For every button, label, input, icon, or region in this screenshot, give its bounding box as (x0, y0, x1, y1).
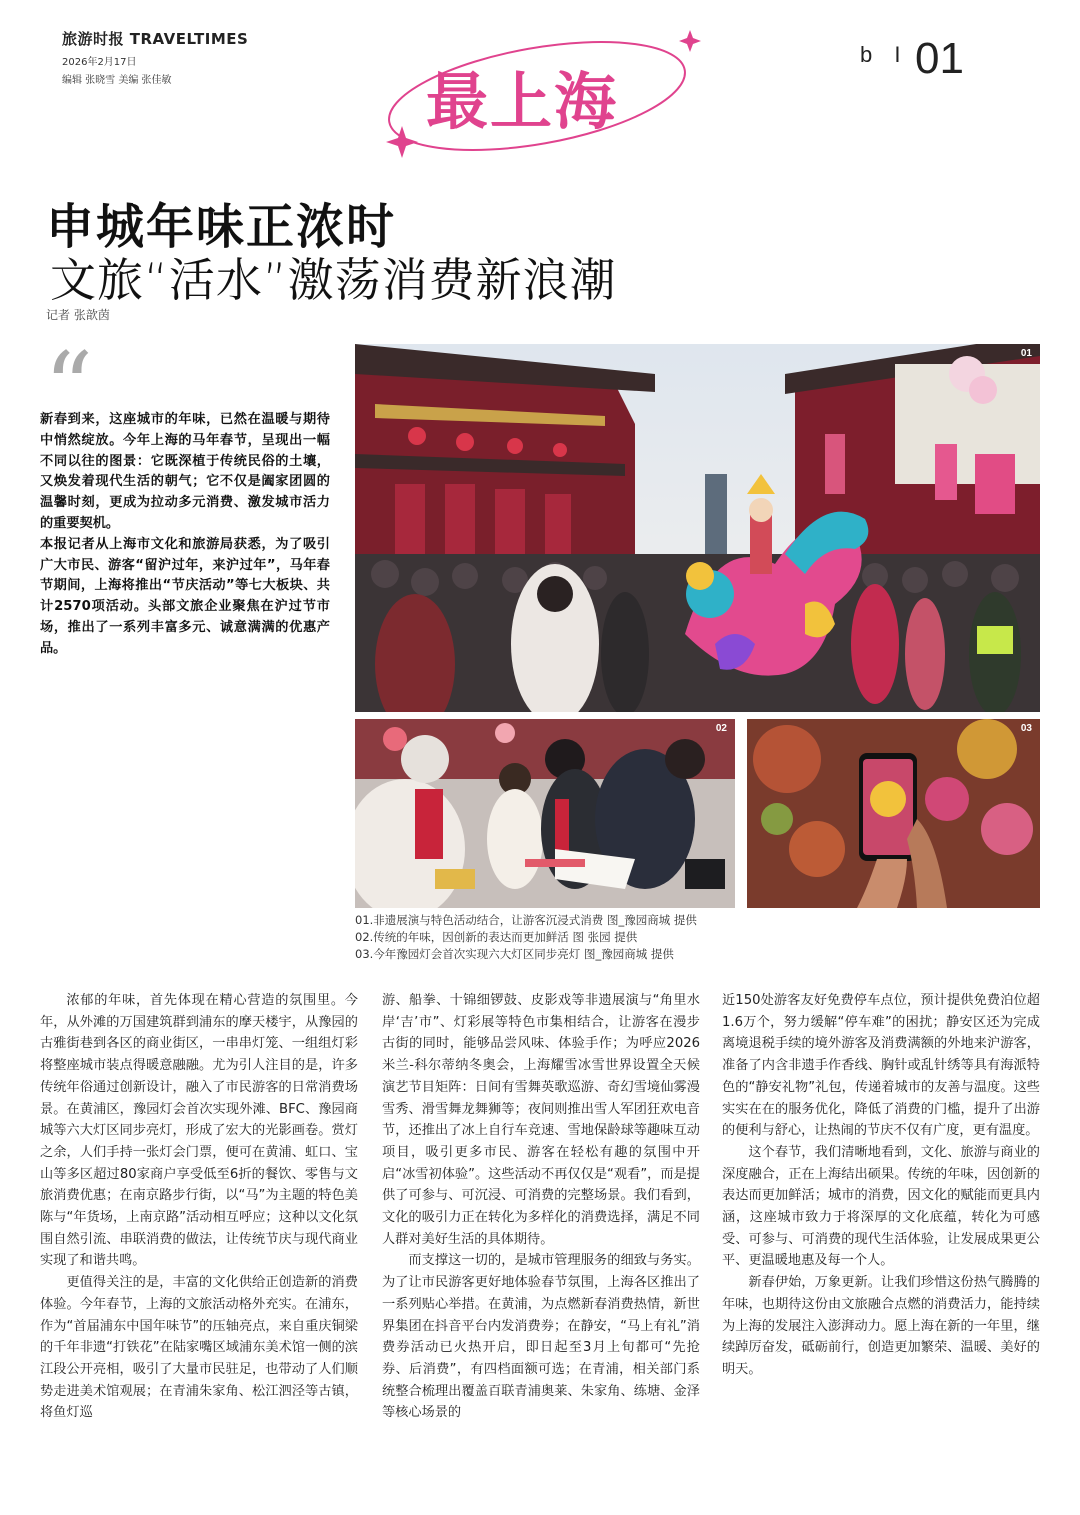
sparkle-icon (386, 126, 418, 158)
editor-credits: 编辑 张晓雪 美编 张佳敏 (62, 75, 172, 86)
caption: 02.传统的年味，因创新的表达而更加鲜活 图 张园 提供 (355, 930, 638, 944)
quote-mark-icon: “ (44, 332, 94, 444)
photo-number: 03 (1020, 723, 1032, 734)
section-title: 最上海 (426, 65, 619, 138)
body-paragraph: 这个春节，我们清晰地看到，文化、旅游与商业的深度融合，正在上海结出硕果。传统的年味，因创新的表达而更加鲜活；城市的消费，因文化的赋能而更具内涵，这座城市致力于将深厚的文化底蕴，转化为可感受、可参与、可消费的现代生活体验，让发展成果更公平、更温暖地惠及每一个人。 (722, 1144, 1040, 1269)
photo-crafts (355, 719, 735, 908)
caption: 03.今年豫园灯会首次实现六大灯区同步亮灯 图_豫园商城 提供 (355, 947, 674, 961)
photo-crafts-image (355, 719, 735, 908)
sparkle-icon (679, 30, 701, 52)
body-column-3 (722, 990, 1040, 1381)
caption: 01.非遗展演与特色活动结合，让游客沉浸式消费 图_豫园商城 提供 (355, 913, 697, 927)
photo-captions (355, 912, 697, 963)
lede-paragraph: 新春到来，这座城市的年味，已然在温暖与期待中悄然绽放。今年上海的马年春节，呈现出一幅不同以往的图景：它既深植于传统民俗的土壤，又焕发着现代生活的朝气；它不仅是阖家团圆的温馨时刻，更成为拉动多元消费、激发城市活力的重要契机。 (40, 412, 330, 531)
body-paragraph: 近150处游客友好免费停车点位，预计提供免费泊位超1.6万个，努力缓解“停车难”的困扰；静安区还为完成离境退税手续的境外游客及消费满额的外地来沪游客，准备了内含非遗手作香线、胸针或乱针绣等具有海派特色的“静安礼物”礼包，传递着城市的友善与温度。这些实实在在的服务优化，降低了消费的门槛，提升了出游的便利与舒心，让热闹的节庆不仅有广度，更有温度。 (722, 993, 1040, 1139)
body-paragraph: 更值得关注的是，丰富的文化供给正创造新的消费体验。今年春节，上海的文旅活动格外充实。在浦东，作为“首届浦东中国年味节”的压轴亮点，来自重庆铜梁的千年非遗“打铁花”在陆家嘴区域浦东美术馆一侧的滨江段公开亮相，吸引了大量市民驻足，也带动了人们顺势走进美术馆观展；在青浦朱家角、松江泗泾等古镇，将鱼灯巡 (40, 1275, 358, 1421)
body-paragraph: 而支撑这一切的，是城市管理服务的细致与务实。为了让市民游客更好地体验春节氛围，上海各区推出了一系列贴心举措。在黄浦，为点燃新春消费热情，新世界集团在抖音平台内发消费券；在静安，“马上有礼”消费券活动已火热开启，即日起至3月上旬都可“先抢券、后消费”，有四档面额可选；在青浦，相关部门系统整合梳理出覆盖百联青浦奥莱、朱家角、练塘、金泽等核心场景的 (382, 1253, 700, 1421)
photo-phone-lanterns-image (747, 719, 1040, 908)
subheadline: 文旅“活水”激荡消费新浪潮 (50, 253, 617, 307)
issue-date: 2026年2月17日 (62, 57, 137, 68)
photo-number: 01 (1020, 348, 1032, 359)
photo-yuyuan-parade-image (355, 344, 1040, 712)
body-column-1 (40, 990, 358, 1424)
publication-name: 旅游时报 TRAVELTIMES (62, 30, 249, 48)
body-column-2 (382, 990, 700, 1424)
page-number: 01 (915, 34, 964, 83)
body-paragraph: 新春伊始，万象更新。让我们珍惜这份热气腾腾的年味，也期待这份由文旅融合点燃的消费活力，能持续为上海的发展注入澎湃动力。愿上海在新的一年里，继续踔厉奋发，砥砺前行，创造更加繁荣、温暖、美好的明天。 (722, 1275, 1040, 1377)
photo-phone-lanterns (747, 719, 1040, 908)
lede-paragraph: 本报记者从上海市文化和旅游局获悉，为了吸引广大市民、游客“留沪过年，来沪过年”，马年春节期间，上海将推出“节庆活动”等七大板块、共计2570项活动。头部文旅企业聚焦在沪过节市场，推出了一系列丰富多元、诚意满满的优惠产品。 (40, 536, 330, 656)
body-paragraph: 游、船拳、十锦细锣鼓、皮影戏等非遗展演与“角里水岸‘吉’市”、灯彩展等特色市集相结合，让游客在漫步古街的同时，能够品尝风味、体验手作；为呼应2026米兰-科尔蒂纳冬奥会，上海耀雪冰雪世界设置全天候演艺节目矩阵：日间有雪舞英歌巡游、奇幻雪境仙雾漫雪秀、滑雪舞龙舞狮等；夜间则推出雪人军团狂欢电音节，还推出了冰上自行车竞速、雪地保龄球等趣味互动项目，吸引更多市民、游客在轻松有趣的氛围中开启“冰雪初体验”。这些活动不再仅仅是“观看”，而是提供了可参与、可沉浸、可消费的完整场景。我们看到，文化的吸引力正在转化为多样化的消费选择，满足不同人群对美好生活的具体期待。 (382, 993, 700, 1247)
masthead (62, 28, 248, 86)
byline: 记者 张歆茵 (46, 308, 110, 322)
lede (40, 410, 330, 660)
body-paragraph: 浓郁的年味，首先体现在精心营造的氛围里。今年，从外滩的万国建筑群到浦东的摩天楼宇，从豫园的古雅街巷到各区的商业街区，一串串灯笼、一组组灯彩将整座城市装点得暖意融融。尤为引人注目的是，许多传统年俗通过创新设计，融入了市民游客的日常消费场景。在黄浦区，豫园灯会首次实现外滩、BFC、豫园商城等六大灯区同步亮灯，形成了宏大的光影画卷。赏灯之余，人们手持一张灯会门票，便可在黄浦、虹口、宝山等多区超过80家商户享受低至6折的餐饮、零售与文旅消费优惠；在南京路步行街，以“马”为主题的特色美陈与“年货场，上南京路”活动相互呼应；这种以文化氛围自然引流、串联消费的做法，让传统节庆与现代商业实现了和谐共鸣。 (40, 993, 358, 1269)
photo-number: 02 (715, 723, 727, 734)
page-section-label: b I (860, 42, 909, 67)
headline: 申城年味正浓时 (46, 199, 397, 255)
photo-yuyuan-parade (355, 344, 1040, 712)
